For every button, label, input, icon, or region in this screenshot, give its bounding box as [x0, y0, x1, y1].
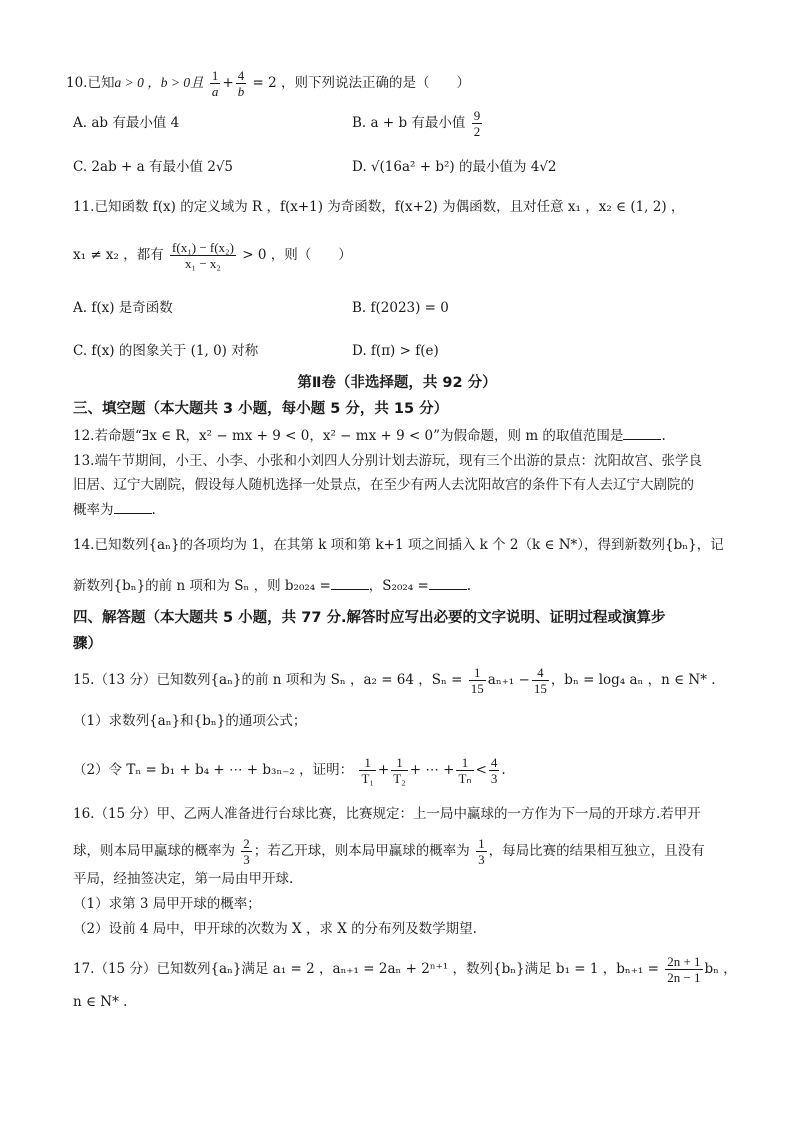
q11-stem-line2: x₁ ≠ x₂ ，都有 $\frac{\text{f(x₁) − f(x₂)}}{\text{x₁ − x₂}}$ > 0 ，则（ ） — [73, 240, 352, 271]
q15-part1: （1）求数列{aₙ}和{bₙ}的通项公式； — [73, 713, 307, 729]
section4-title-line1: 四、解答题（本大题共 5 小题，共 77 分.解答时应写出必要的文字说明、证明过程或演算步 — [73, 610, 666, 626]
q10-frac-1: $\frac{1}{a}$ — [211, 68, 219, 99]
q10-option-c: C. 2ab + a 有最小值 2√5 — [73, 159, 234, 175]
q11-option-d: D. f(π) > f(e) — [352, 343, 439, 359]
q10-option-a: A. ab 有最小值 4 — [73, 115, 180, 131]
q16-part2: （2）设前 4 局中，甲开球的次数为 X ，求 X 的分布列及数学期望. — [73, 921, 477, 937]
q11-option-a: A. f(x) 是奇函数 — [73, 300, 173, 316]
q17-stem: 17.（15 分）已知数列{aₙ}满足 a₁ = 2 ，aₙ₊₁ = 2aₙ + 2ⁿ⁺¹ ，数列{bₙ}满足 b₁ = 1 ，bₙ₊₁ = $\frac{2n + 1}{2n - 1}$ bₙ ， — [73, 954, 737, 985]
q16-frac-2: $\frac{1}{3}$ — [478, 836, 485, 867]
q10-stem: 10.已知a > 0 ，b > 0且 $\frac{1}{a}$ + $\frac{4}{b}$ = 2 ，则下列说法正确的是（ ） — [66, 68, 470, 99]
q13-line2: 旧居、辽宁大剧院，假设每人随机选择一处景点，在至少有两人去沈阳故宫的条件下有人去辽宁大剧院的 — [73, 477, 694, 493]
q16-frac-1: $\frac{2}{3}$ — [243, 836, 250, 867]
q15-frac-bound: $\frac{4}{3}$ — [490, 755, 498, 786]
q10-stem-suffix: = 2 ，则下列说法正确的是（ ） — [252, 75, 470, 91]
q10-frac-2: $\frac{4}{b}$ — [237, 68, 245, 99]
q15-frac-2: $\frac{4}{15}$ — [533, 665, 547, 696]
q11-stem-line1: 11.已知函数 f(x) 的定义域为 R ，f(x+1) 为奇函数，f(x+2) 为偶函数，且对任意 x₁ ，x₂ ∈ (1, 2) ， — [73, 199, 685, 215]
q13-answer-blank[interactable] — [114, 500, 152, 514]
q15-frac-t2: $\frac{1}{\text{T₂}}$ — [393, 755, 406, 786]
q17-frac: $\frac{2n + 1}{2n - 1}$ — [667, 954, 701, 985]
part2-title: 第Ⅱ卷（非选择题，共 92 分） — [297, 375, 497, 391]
q16-line1: 16.（15 分）甲、乙两人准备进行台球比赛，比赛规定：上一局中赢球的一方作为下一局的开球方.若甲开 — [73, 806, 701, 822]
section4-title-line2: 骤） — [73, 636, 102, 652]
q12-answer-blank[interactable] — [623, 426, 661, 440]
q10-stem-condition: a > 0 ，b > 0且 — [114, 75, 204, 90]
q11-frac: $\frac{\text{f(x₁) − f(x₂)}}{\text{x₁ − x₂}}$ — [172, 240, 234, 271]
q16-line2: 球，则本局甲赢球的概率为 $\frac{2}{3}$ ；若乙开球，则本局甲赢球的概率为 $\frac{1}{3}$ ，每局比赛的结果相互独立，且没有 — [73, 836, 705, 867]
q17-line2: n ∈ N* . — [73, 994, 128, 1010]
q11-option-c: C. f(x) 的图象关于 (1, 0) 对称 — [73, 343, 259, 359]
section3-title: 三、填空题（本大题共 3 小题，每小题 5 分，共 15 分） — [73, 401, 449, 417]
q10-option-d: D. √(16a² + b²) 的最小值为 4√2 — [352, 159, 557, 175]
q15-frac-t1: $\frac{1}{\text{T₁}}$ — [361, 755, 374, 786]
q14-line1: 14.已知数列{aₙ}的各项均为 1，在其第 k 项和第 k+1 项之间插入 k 个 2（k ∈ N*），得到新数列{bₙ}，记 — [73, 537, 724, 553]
q12-stem: 12.若命题“∃x ∈ R，x² − mx + 9 < 0，x² − mx + 9 < 0”为假命题，则 m 的取值范围是 . — [73, 428, 666, 444]
q11-option-b: B. f(2023) = 0 — [352, 300, 449, 316]
q10-stem-prefix: 10.已知 — [66, 75, 115, 91]
q15-stem: 15.（13 分）已知数列{aₙ}的前 n 项和为 Sₙ ，a₂ = 64 ，Sₙ = $\frac{1}{15}$ aₙ₊₁ − $\frac{4}{15}$ ，bₙ = log₄ aₙ ，n ∈ N* . — [73, 665, 716, 696]
q16-part1: （1）求第 3 局甲开球的概率； — [73, 896, 261, 912]
q16-line3: 平局，经抽签决定，第一局由甲开球. — [73, 871, 294, 887]
q15-frac-tn: $\frac{1}{\text{Tₙ}}$ — [458, 755, 472, 786]
q10-option-b-frac: $\frac{9}{2}$ — [473, 108, 481, 139]
q14-answer-blank-2[interactable] — [429, 576, 467, 590]
q13-line3: 概率为 . — [73, 502, 156, 518]
q13-line1: 13.端午节期间，小王、小李、小张和小刘四人分别计划去游玩，现有三个出游的景点：沈阳故宫、张学良 — [73, 453, 702, 469]
q15-frac-1: $\frac{1}{15}$ — [470, 665, 484, 696]
q14-line2: 新数列{bₙ}的前 n 项和为 Sₙ ，则 b₂₀₂₄ = ，S₂₀₂₄ = . — [73, 578, 472, 594]
q14-answer-blank-1[interactable] — [331, 576, 369, 590]
q15-part2: （2）令 Tₙ = b₁ + b₄ + ⋯ + b₃ₙ₋₂ ，证明： $\frac{1}{\text{T₁}}$ + $\frac{1}{\text{T₂}}$ + ⋯ + $\frac{1}{\text{Tₙ}}$ < $\frac{4}{3}$ . — [73, 755, 506, 786]
q10-option-b: B. a + b 有最小值 $\frac{9}{2}$ — [352, 108, 481, 139]
